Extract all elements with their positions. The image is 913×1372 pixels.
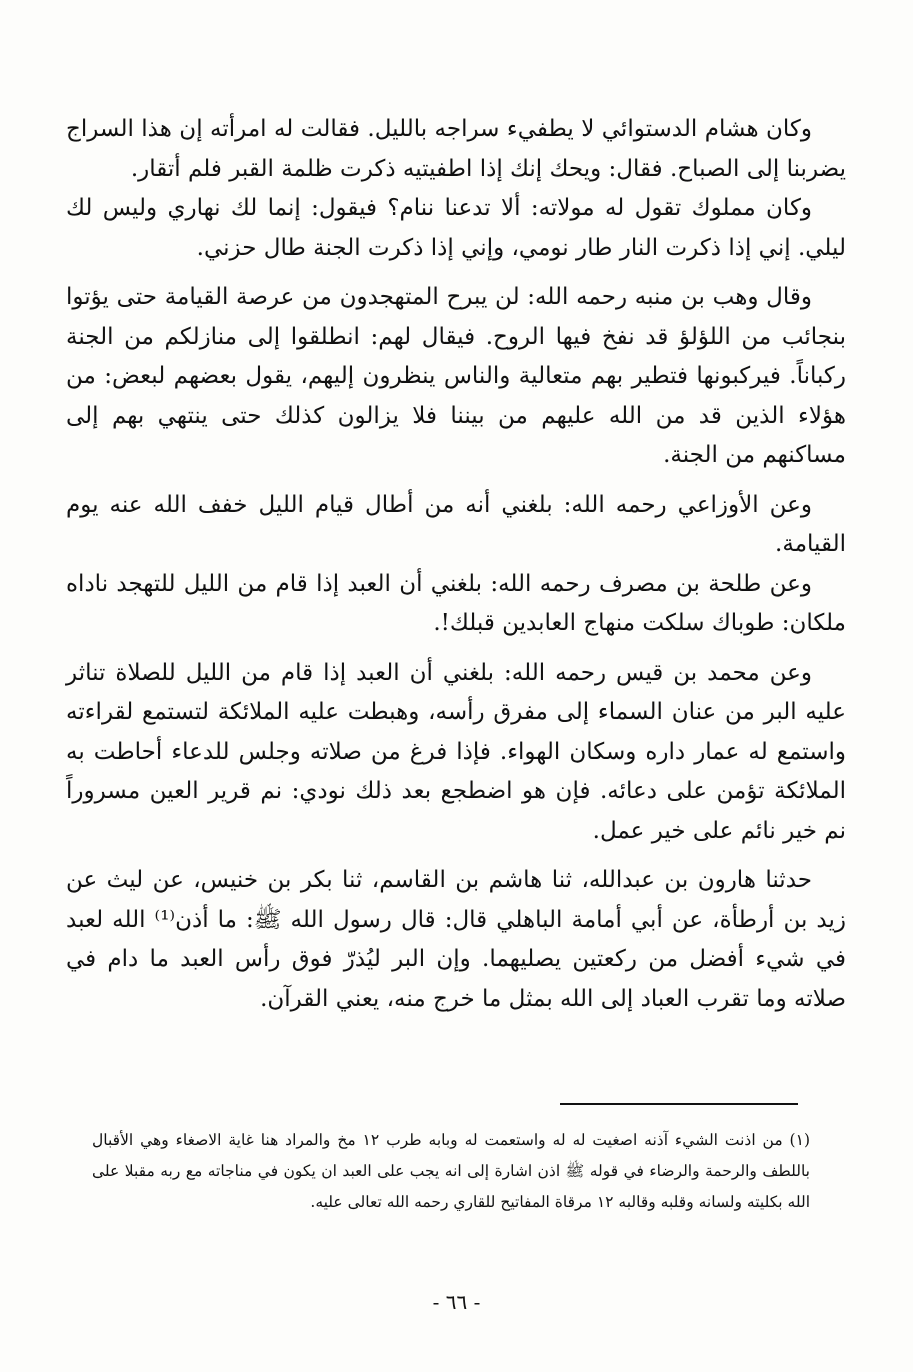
paragraph-wahb: وقال وهب بن منبه رحمه الله: لن يبرح المتهجدون من عرصة القيامة حتى يؤتوا بنجائب من اللؤلؤ قد نفخ فيها الروح. فيقال لهم: انطلقوا إلى منازلكم من الجنة ركباناً. فيركبونها فتطير بهم متعالية والناس ينظرون إليهم، يقول بعضهم لبعض: من هؤلاء الذين قد من الله عليهم من بيننا فلا يزالون كذلك حتى ينتهي بهم إلى مساكنهم من الجنة. [66,284,846,468]
footnote: (١) من اذنت الشيء آذنه اصغيت له له واستعمت له وبابه طرب ١٢ مخ والمراد هنا غاية الاصغاء وهي الأقبال باللطف والرحمة والرضاء في قوله ﷺ اذن اشارة إلى انه يجب على العبد ان يكون في مناجاته مع ربه مقبلا على الله بكليته ولسانه وقلبه وقالبه ١٢ مرقاة المفاتيح للقاري رحمه الله تعالى عليه. [92,1131,810,1211]
paragraph-muhammad-qays: وعن محمد بن قيس رحمه الله: بلغني أن العبد إذا قام من الليل للصلاة تناثر عليه البر من عنان السماء إلى مفرق رأسه، وهبطت عليه الملائكة لتستمع لقراءته واستمع له عمار داره وسكان الهواء. فإذا فرغ من صلاته وجلس للدعاء أحاطت به الملائكة تؤمن على دعائه. فإن هو اضطجع بعد ذلك نودي: نم قرير العين مسروراً نم خير نائم على خير عمل. [66,659,846,844]
paragraph-awzai: وعن الأوزاعي رحمه الله: بلغني أنه من أطال قيام الليل خفف الله عنه يوم القيامة. [66,491,846,557]
footnote-separator [560,1103,798,1105]
paragraph-talha: وعن طلحة بن مصرف رحمه الله: بلغني أن العبد إذا قام من الليل للتهجد ناداه ملكان: طوباك سلكت منهاج العابدين قبلك!. [66,570,846,636]
page-number: - ٦٦ - [432,1290,481,1314]
main-text [66,110,846,1019]
paragraph-hadith: حدثنا هارون بن عبدالله، ثنا هاشم بن القاسم، ثنا بكر بن خنيس، عن ليث عن زيد بن أرطأة، عن أبي أمامة الباهلي قال: قال رسول الله ﷺ: ما أذن⁽¹⁾ الله لعبد في شيء أفضل من ركعتين يصليهما. وإن البر ليُذرّ فوق رأس العبد ما دام في صلاته وما تقرب العباد إلى الله بمثل ما خرج منه، يعني القرآن. [66,867,846,1012]
paragraph-mamluk: وكان مملوك تقول له مولاته: ألا تدعنا ننام؟ فيقول: إنما لك نهاري وليس لك ليلي. إني إذا ذكرت النار طار نومي، وإني إذا ذكرت الجنة طال حزني. [66,195,846,261]
paragraph-hisham: وكان هشام الدستوائي لا يطفيء سراجه بالليل. فقالت له امرأته إن هذا السراج يضربنا إلى الصباح. فقال: ويحك إنك إذا اطفيتيه ذكرت ظلمة القبر فلم أتقار. [66,116,846,182]
